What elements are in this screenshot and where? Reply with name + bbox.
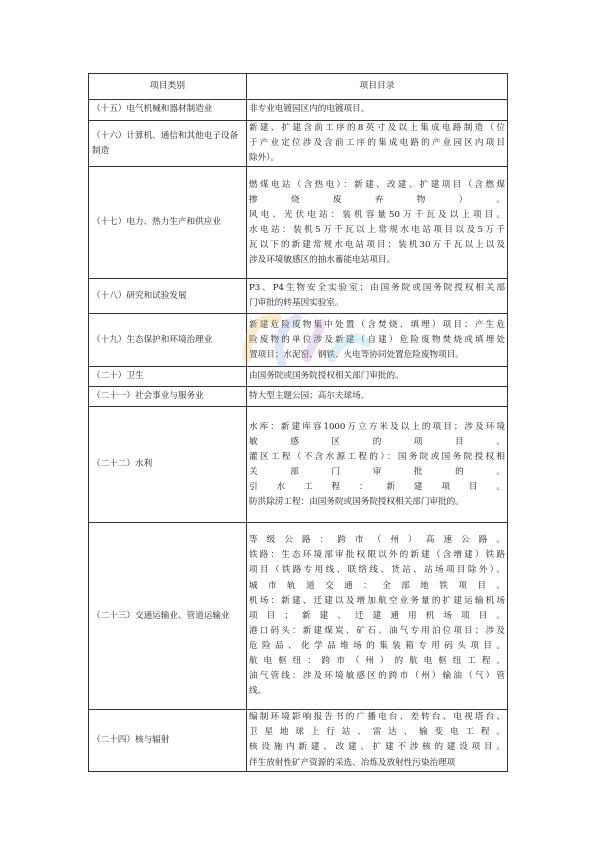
directory-line: 危险品、化学品堆场的集装箱专用码头项目。 (249, 640, 505, 651)
directory-cell (247, 121, 508, 167)
category-cell: （二十一）社会事业与服务业 (89, 387, 247, 407)
directory-cell (247, 387, 508, 407)
directory-line: 水库：新建库容1000万立方米及以上的项目；涉及环境 (249, 421, 505, 432)
table-row (89, 387, 508, 407)
table-row (89, 167, 508, 279)
directory-line: 置项目；水泥窑、钢铁、火电等协同处置危险废物项目。 (249, 349, 464, 360)
directory-line: 除外）。 (249, 153, 280, 164)
header-directory: 项目目录 (247, 74, 508, 100)
directory-line: 编制环境影响报告书的广播电台、差转台、电视塔台、 (249, 712, 505, 723)
directory-line: 瓦以下的新建常规水电站项目；装机30万千瓦以上以及 (249, 239, 505, 250)
directory-line: 关部门审批的。 (249, 466, 505, 477)
table-row (89, 121, 508, 167)
directory-line: 门审批的转基因实验室。 (249, 298, 344, 309)
directory-line: 水电站：装机5万千瓦以上常规水电站项目以及5万千 (249, 224, 505, 235)
directory-cell (247, 167, 508, 279)
category-cell: （十七）电力、热力生产和供应业 (89, 167, 247, 279)
category-cell: （十八）研究和试验发展 (89, 279, 247, 314)
directory-line: 险废物的单位涉及新建（自建）危险废物焚烧或填埋处 (249, 334, 505, 345)
directory-line: 特大型主题公园；高尔夫球场。 (249, 391, 370, 402)
watermark-logo (227, 288, 387, 388)
directory-line: P3、P4生物安全实验室；由国务院或国务院授权相关部 (249, 283, 505, 294)
category-cell: （二十四）核与辐射 (89, 710, 247, 771)
directory-line: 新建危险废物集中处置（含焚烧、填埋）项目；产生危 (249, 319, 505, 330)
category-cell: （十五）电气机械和器材制造业 (89, 100, 247, 121)
table-row (89, 523, 508, 710)
directory-line: 项目（铁路专用线、联络线、货站、站场项目除外）。 (249, 565, 505, 576)
directory-line: 风电、光伏电站：装机容量50万千瓦及以上项目。 (249, 209, 505, 220)
directory-line: 非专业电镀园区内的电镀项目。 (249, 104, 370, 115)
directory-cell (247, 100, 508, 121)
directory-line: 油气管线：涉及环境敏感区的跨市（州）输油（气）管 (249, 671, 505, 682)
table-header-row (89, 74, 508, 100)
directory-line: 机场：新建、迁建以及增加航空业务量的扩建运输机场 (249, 595, 505, 606)
category-cell: （二十二）水利 (89, 407, 247, 523)
category-cell: （二十三）交通运输业、管道运输业 (89, 523, 247, 710)
directory-line: 城市轨道交通：全部地铁项目。 (249, 580, 505, 591)
directory-line: 线。 (249, 686, 267, 697)
directory-line: 防洪除涝工程：由国务院或国务院授权相关部门审批的。 (249, 496, 464, 507)
directory-line: 涉及环境敏感区的抽水蓄能电站项目。 (249, 254, 396, 265)
header-category: 项目类别 (89, 74, 247, 100)
category-cell: （十六）计算机、通信和其他电子设备制造 (89, 121, 247, 167)
category-cell: （十九）生态保护和环境治理业 (89, 314, 247, 367)
directory-line: 新建、扩建含前工序的8英寸及以上集成电路制造（位 (249, 123, 505, 133)
project-table (88, 73, 508, 772)
category-cell: （二十）卫生 (89, 367, 247, 387)
directory-line: 掺烧废弃物）。 (249, 194, 505, 205)
table-body (89, 100, 508, 772)
directory-line: 等级公路：跨市（州）高速公路。 (249, 535, 505, 546)
table-row (89, 100, 508, 121)
directory-line: 核设施内新建、改建、扩建不涉核的建设项目。 (249, 742, 505, 753)
directory-line: 由国务院或国务院授权相关部门审批的。 (249, 371, 404, 382)
directory-line: 卫星地球上行站、雷达、输变电工程。 (249, 727, 505, 738)
directory-cell (247, 407, 508, 523)
directory-line: 于产业定位涉及含前工序的集成电路的产业园区内项目 (249, 138, 505, 149)
directory-cell (247, 523, 508, 710)
directory-line: 港口码头：新建煤炭、矿石、油气专用泊位项目；涉及 (249, 625, 505, 636)
table-row (89, 407, 508, 523)
directory-line: 敏感区的项目。 (249, 436, 505, 447)
table-row (89, 710, 508, 771)
directory-line: 航电枢纽：跨市（州）的航电枢纽工程。 (249, 656, 505, 667)
directory-line: 灌区工程（不含水源工程的）：国务院或国务院授权相 (249, 451, 505, 462)
directory-cell (247, 710, 508, 771)
directory-line: 项目；新建、迁建通用机场项目。 (249, 610, 505, 621)
directory-line: 燃煤电站（含热电）：新建、改建、扩建项目（含燃煤 (249, 179, 505, 190)
directory-line: 铁路：生态环境部审批权限以外的新建（含增建）铁路 (249, 550, 505, 561)
directory-line: 伴生放射性矿产资源的采选、冶炼及放射性污染治理项 (249, 757, 456, 768)
directory-line: 引水工程：新建项目。 (249, 481, 505, 492)
